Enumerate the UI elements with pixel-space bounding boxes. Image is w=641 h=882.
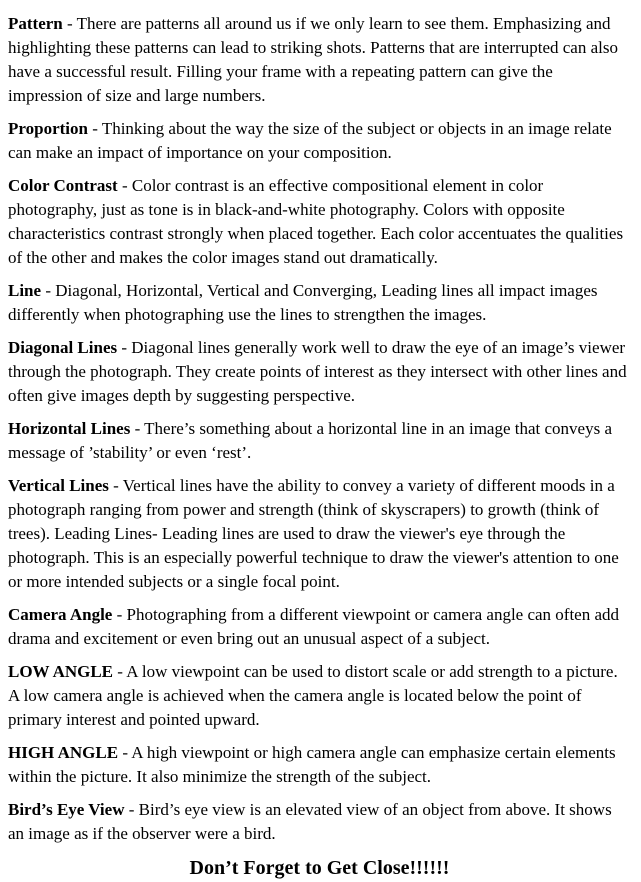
definition-paragraph-line <box>8 279 631 327</box>
term-diagonal-lines: Diagonal Lines <box>8 338 118 357</box>
closing-note: Don’t Forget to Get Close!!!!!! <box>189 857 450 879</box>
definition-text-horizontal-lines: There’s something about a horizontal line in an image that conveys a message of ’stability’ or even ‘rest’. <box>8 419 613 462</box>
document-page <box>8 12 631 881</box>
term-high-angle: HIGH ANGLE <box>8 743 119 762</box>
term-low-angle: LOW ANGLE <box>8 662 114 681</box>
definition-paragraph-birds-eye-view <box>8 798 631 846</box>
definition-paragraph-proportion <box>8 117 631 165</box>
term-separator: - <box>87 119 102 138</box>
definition-text-camera-angle: Photographing from a different viewpoint or camera angle can often add drama and excitement or even bring out an unusual aspect of a subject. <box>8 605 620 648</box>
definition-paragraph-low-angle <box>8 660 631 732</box>
term-camera-angle: Camera Angle <box>8 605 113 624</box>
definition-text-low-angle: A low viewpoint can be used to distort scale or add strength to a picture. A low camera angle is achieved when the camera angle is located below the point of primary interest and pointed upward. <box>8 662 618 729</box>
definition-paragraph-pattern <box>8 12 631 108</box>
term-separator: - <box>117 338 132 357</box>
term-separator: - <box>112 605 127 624</box>
term-horizontal-lines: Horizontal Lines <box>8 419 131 438</box>
term-line: Line <box>8 281 42 300</box>
definition-paragraph-vertical-lines <box>8 474 631 594</box>
definition-paragraph-horizontal-lines <box>8 417 631 465</box>
definition-text-pattern: There are patterns all around us if we only learn to see them. Emphasizing and highlighting these patterns can lead to striking shots. Patterns that are interrupted can also have a successful result. Filling your frame with a repeating pattern can give the impression of size and large numbers. <box>8 14 618 105</box>
definition-text-proportion: Thinking about the way the size of the subject or objects in an image relate can make an impact of importance on your composition. <box>8 119 612 162</box>
term-color-contrast: Color Contrast <box>8 176 118 195</box>
definition-text-color-contrast: Color contrast is an effective compositional element in color photography, just as tone is in black-and-white photography. Colors with opposite characteristics contrast strongly when placed together. Each color accentuates the qualities of the other and makes the color images stand out dramatically. <box>8 176 624 267</box>
term-pattern: Pattern <box>8 14 63 33</box>
definition-text-diagonal-lines: Diagonal lines generally work well to draw the eye of an image’s viewer through the photograph. They create points of interest as they intersect with other lines and often give images depth by suggesting perspective. <box>8 338 627 405</box>
term-birds-eye-view: Bird’s Eye View <box>8 800 125 819</box>
term-separator: - <box>118 743 132 762</box>
definition-text-vertical-lines: Vertical lines have the ability to convey a variety of different moods in a photograph ranging from power and strength (think of skyscrapers) to growth (think of trees). Leading Lines- Leading lines are used to draw the viewer's eye through the photograph. This is an especially powerful technique to draw the viewer's attention to one or more intended subjects or a single focal point. <box>8 476 619 591</box>
definition-paragraph-high-angle <box>8 741 631 789</box>
term-separator: - <box>113 662 127 681</box>
term-proportion: Proportion <box>8 119 88 138</box>
definition-paragraph-camera-angle <box>8 603 631 651</box>
definition-paragraph-color-contrast <box>8 174 631 270</box>
term-separator: - <box>130 419 145 438</box>
term-separator: - <box>124 800 139 819</box>
definition-paragraph-diagonal-lines <box>8 336 631 408</box>
term-separator: - <box>62 14 77 33</box>
definition-text-line: Diagonal, Horizontal, Vertical and Converging, Leading lines all impact images differently when photographing use the lines to strengthen the images. <box>8 281 598 324</box>
term-vertical-lines: Vertical Lines <box>8 476 109 495</box>
definition-text-birds-eye-view: Bird’s eye view is an elevated view of an object from above. It shows an image as if the observer were a bird. <box>8 800 612 843</box>
term-separator: - <box>108 476 123 495</box>
term-separator: - <box>41 281 56 300</box>
definition-text-high-angle: A high viewpoint or high camera angle can emphasize certain elements within the picture. It also minimize the strength of the subject. <box>8 743 616 786</box>
term-separator: - <box>117 176 132 195</box>
